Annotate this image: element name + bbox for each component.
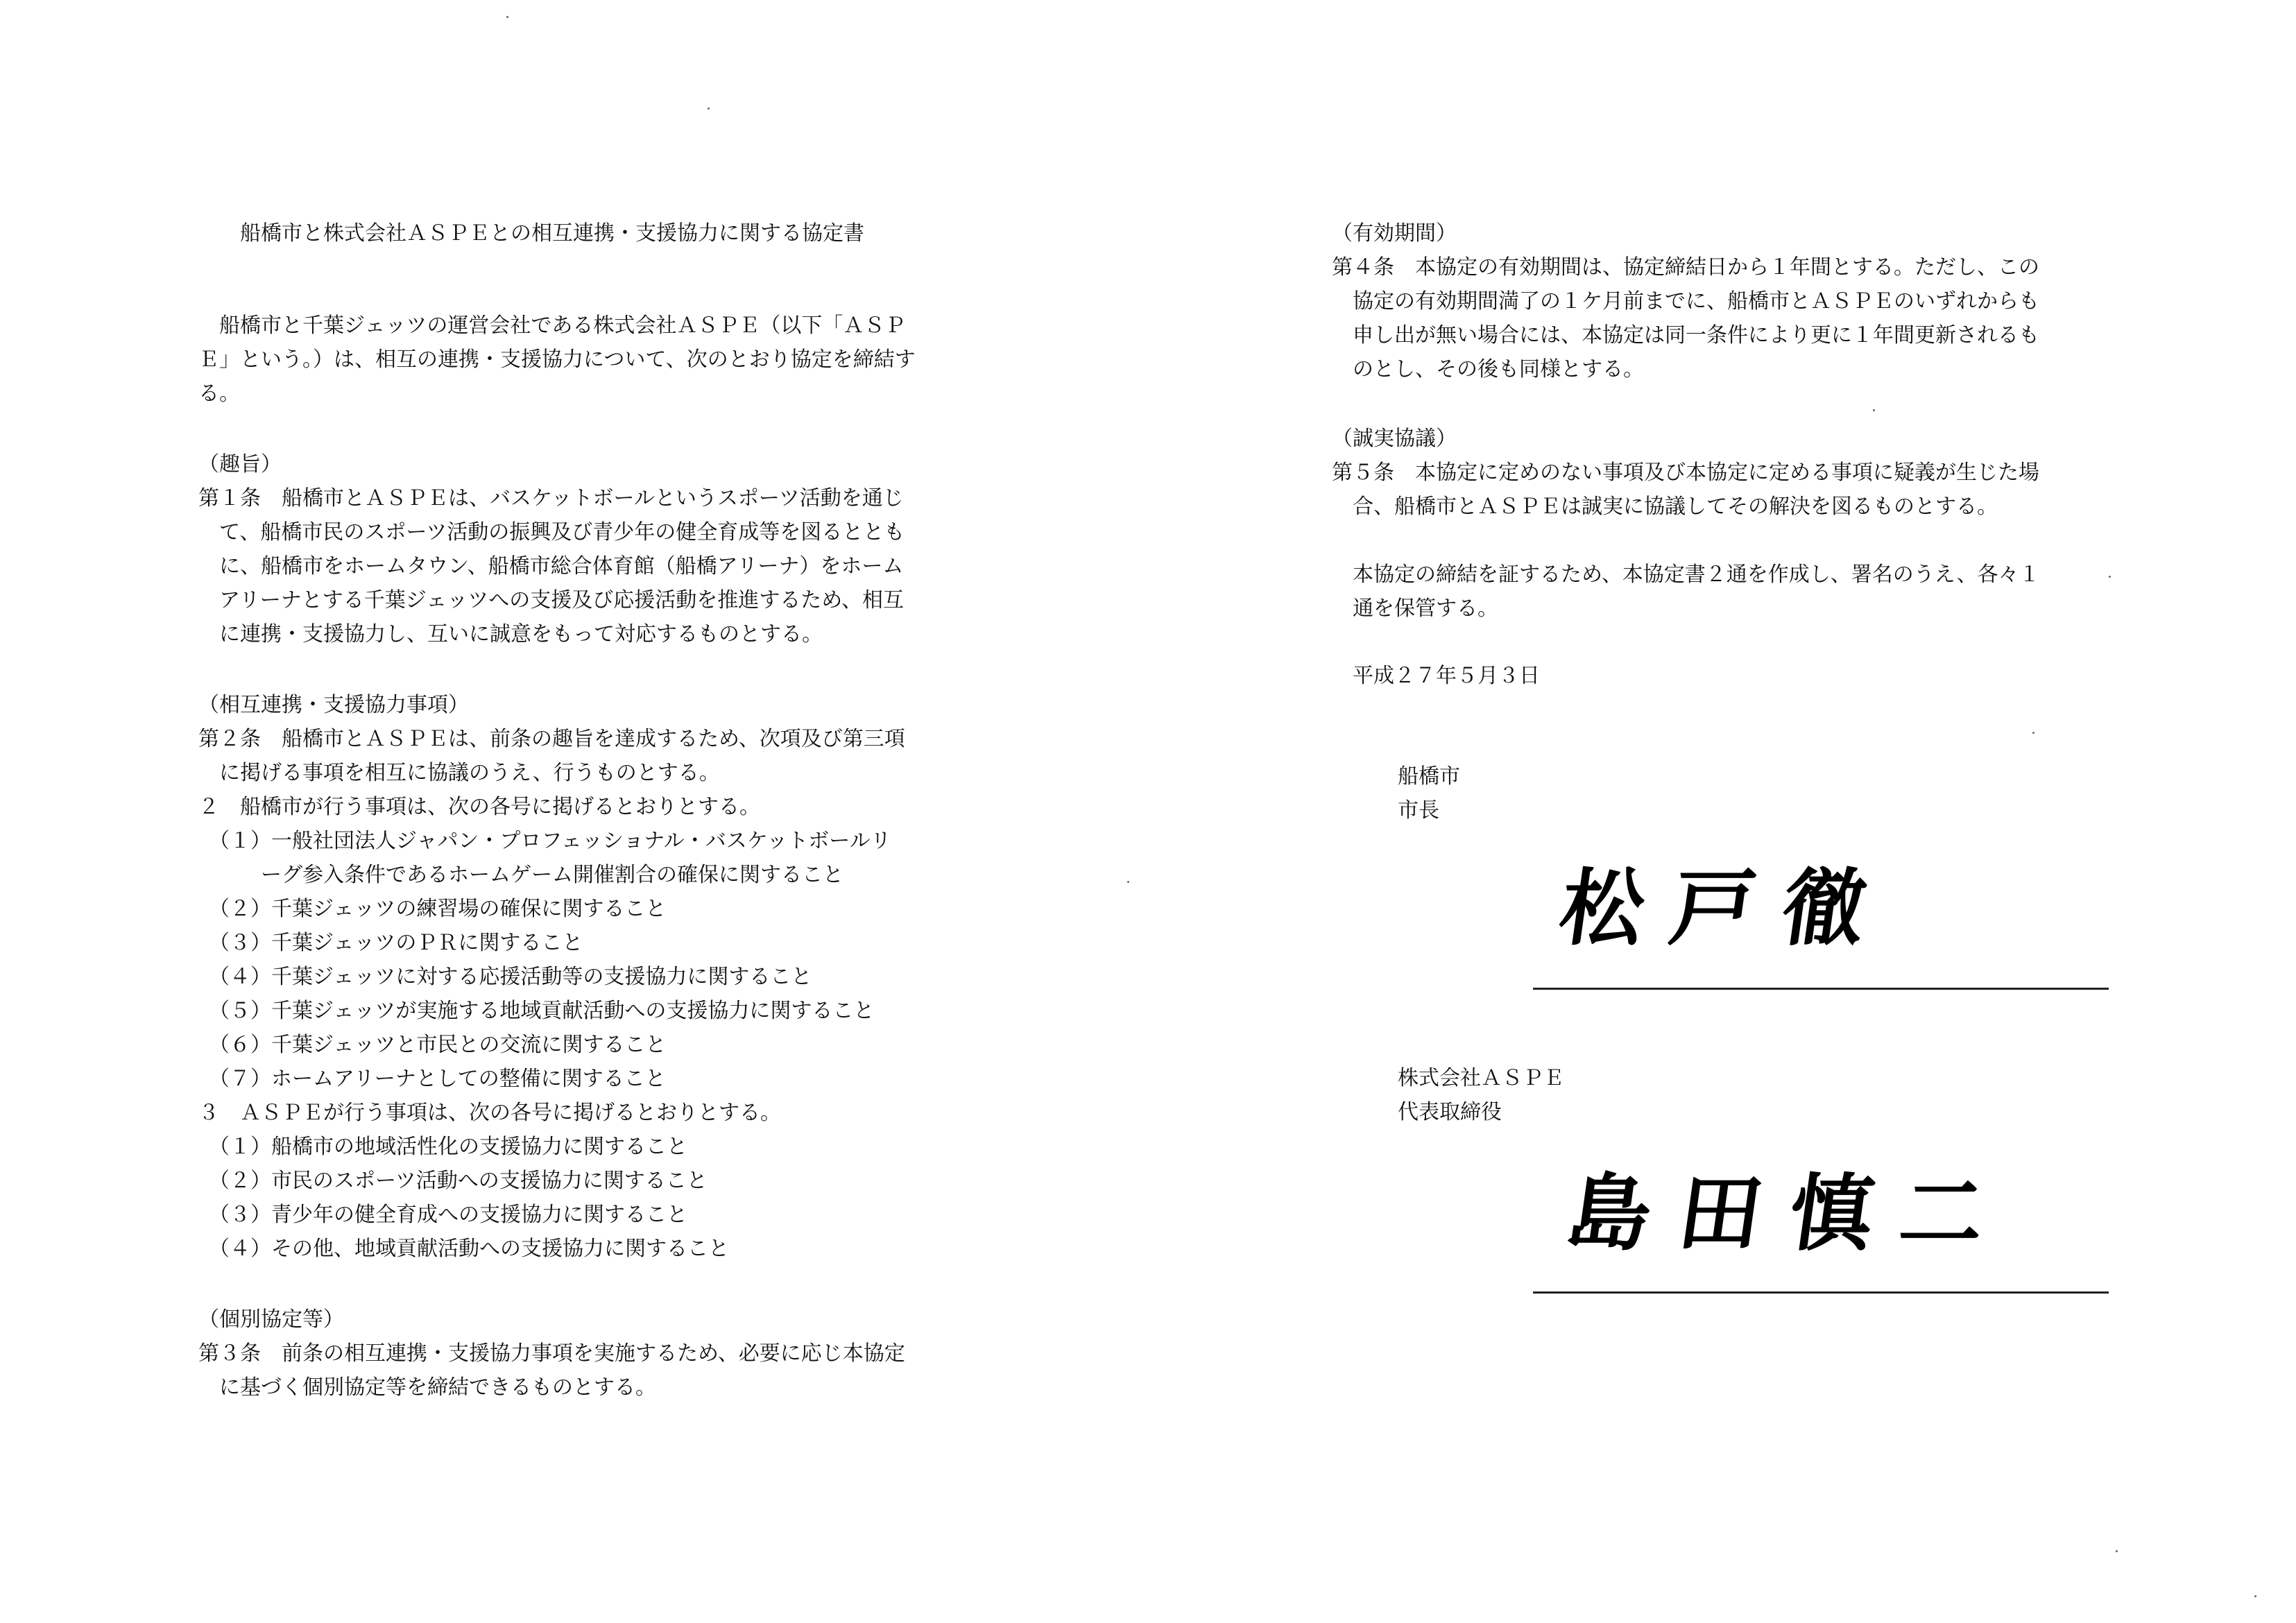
article-2-heading: （相互連携・支援協力事項）	[198, 693, 469, 717]
article-2-line: （７）ホームアリーナとしての整備に関すること	[198, 1067, 666, 1091]
intro-line: Ｅ」という。）は、相互の連携・支援協力について、次のとおり協定を締結す	[198, 347, 916, 372]
scan-speck	[1873, 409, 1875, 411]
signing-date: 平成２７年５月３日	[1353, 664, 1540, 688]
intro-line: 船橋市と千葉ジェッツの運営会社である株式会社ＡＳＰＥ（以下「ＡＳＰ	[198, 314, 906, 338]
party-1-signature-line	[1533, 988, 2109, 990]
article-5-heading: （誠実協議）	[1332, 427, 1457, 451]
party-1-signature: 松戸徹	[1554, 859, 1901, 957]
article-2-line: に掲げる事項を相互に協議のうえ、行うものとする。	[198, 761, 720, 785]
article-4-line: のとし、その後も同様とする。	[1332, 357, 1644, 381]
document-title: 船橋市と株式会社ＡＳＰＥとの相互連携・支援協力に関する協定書	[240, 221, 864, 246]
article-4-heading: （有効期間）	[1332, 221, 1457, 246]
article-2-line: （６）千葉ジェッツと市民との交流に関すること	[198, 1033, 667, 1057]
party-1-organization: 船橋市	[1398, 764, 1460, 789]
article-3-line: 第３条 前条の相互連携・支援協力事項を実施するため、必要に応じ本協定	[198, 1341, 905, 1366]
party-2-organization: 株式会社ＡＳＰＥ	[1398, 1066, 1564, 1090]
article-2-line: 第２条 船橋市とＡＳＰＥは、前条の趣旨を達成するため、次項及び第三項	[198, 727, 905, 751]
closing-line: 本協定の締結を証するため、本協定書２通を作成し、署名のうえ、各々１	[1332, 563, 2040, 587]
article-1-heading: （趣旨）	[198, 452, 282, 476]
scan-speck	[506, 16, 508, 18]
article-4-line: 協定の有効期間満了の１ケ月前までに、船橋市とＡＳＰＥのいずれからも	[1332, 289, 2039, 314]
scan-speck	[2254, 1595, 2256, 1597]
article-1-line: て、船橋市民のスポーツ活動の振興及び青少年の健全育成等を図るととも	[198, 520, 905, 544]
party-2-signature-line	[1533, 1291, 2109, 1294]
article-1-line: に、船橋市をホームタウン、船橋市総合体育館（船橋アリーナ）をホーム	[198, 554, 904, 578]
closing-line: 通を保管する。	[1332, 596, 1498, 621]
article-2-line: （４）その他、地域貢献活動への支援協力に関すること	[198, 1237, 729, 1261]
scan-speck	[2032, 732, 2034, 734]
article-2-line: （４）千葉ジェッツに対する応援活動等の支援協力に関すること	[198, 965, 812, 989]
article-4-line: 申し出が無い場合には、本協定は同一条件により更に１年間更新されるも	[1332, 323, 2039, 347]
party-2-signature: 島田慎二	[1561, 1165, 2019, 1262]
article-2-line: （５）千葉ジェッツが実施する地域貢献活動への支援協力に関すること	[198, 999, 875, 1023]
article-2-line: （２）市民のスポーツ活動への支援協力に関すること	[198, 1169, 708, 1193]
scan-speck	[2109, 576, 2111, 578]
article-1-line: アリーナとする千葉ジェッツへの支援及び応援活動を推進するため、相互	[198, 588, 904, 612]
party-2-title: 代表取締役	[1398, 1100, 1502, 1124]
intro-line: る。	[198, 381, 240, 406]
article-2-line: （１）一般社団法人ジャパン・プロフェッショナル・バスケットボールリ	[198, 829, 891, 853]
article-2-line: （２）千葉ジェッツの練習場の確保に関すること	[198, 897, 667, 921]
article-2-line: ３ ＡＳＰＥが行う事項は、次の各号に掲げるとおりとする。	[198, 1101, 781, 1125]
scan-speck	[708, 108, 710, 110]
article-1-line: 第１条 船橋市とＡＳＰＥは、バスケットボールというスポーツ活動を通じ	[198, 486, 904, 510]
article-1-line: に連携・支援協力し、互いに誠意をもって対応するものとする。	[198, 622, 823, 646]
article-2-line: ２ 船橋市が行う事項は、次の各号に掲げるとおりとする。	[198, 795, 760, 819]
article-2-line: （３）千葉ジェッツのＰＲに関すること	[198, 931, 583, 955]
scan-speck	[1127, 881, 1129, 883]
party-1-title: 市長	[1398, 798, 1439, 823]
article-2-line: ーグ参入条件であるホームゲーム開催割合の確保に関すること	[198, 863, 843, 887]
scan-speck	[2116, 1550, 2118, 1552]
article-5-line: 第５条 本協定に定めのない事項及び本協定に定める事項に疑義が生じた場	[1332, 461, 2039, 485]
article-4-line: 第４条 本協定の有効期間は、協定締結日から１年間とする。ただし、この	[1332, 255, 2039, 280]
article-2-line: （３）青少年の健全育成への支援協力に関すること	[198, 1203, 687, 1227]
article-3-heading: （個別協定等）	[198, 1307, 344, 1332]
article-5-line: 合、船橋市とＡＳＰＥは誠実に協議してその解決を図るものとする。	[1332, 495, 1998, 519]
article-3-line: に基づく個別協定等を締結できるものとする。	[198, 1375, 656, 1400]
article-2-line: （１）船橋市の地域活性化の支援協力に関すること	[198, 1135, 687, 1159]
